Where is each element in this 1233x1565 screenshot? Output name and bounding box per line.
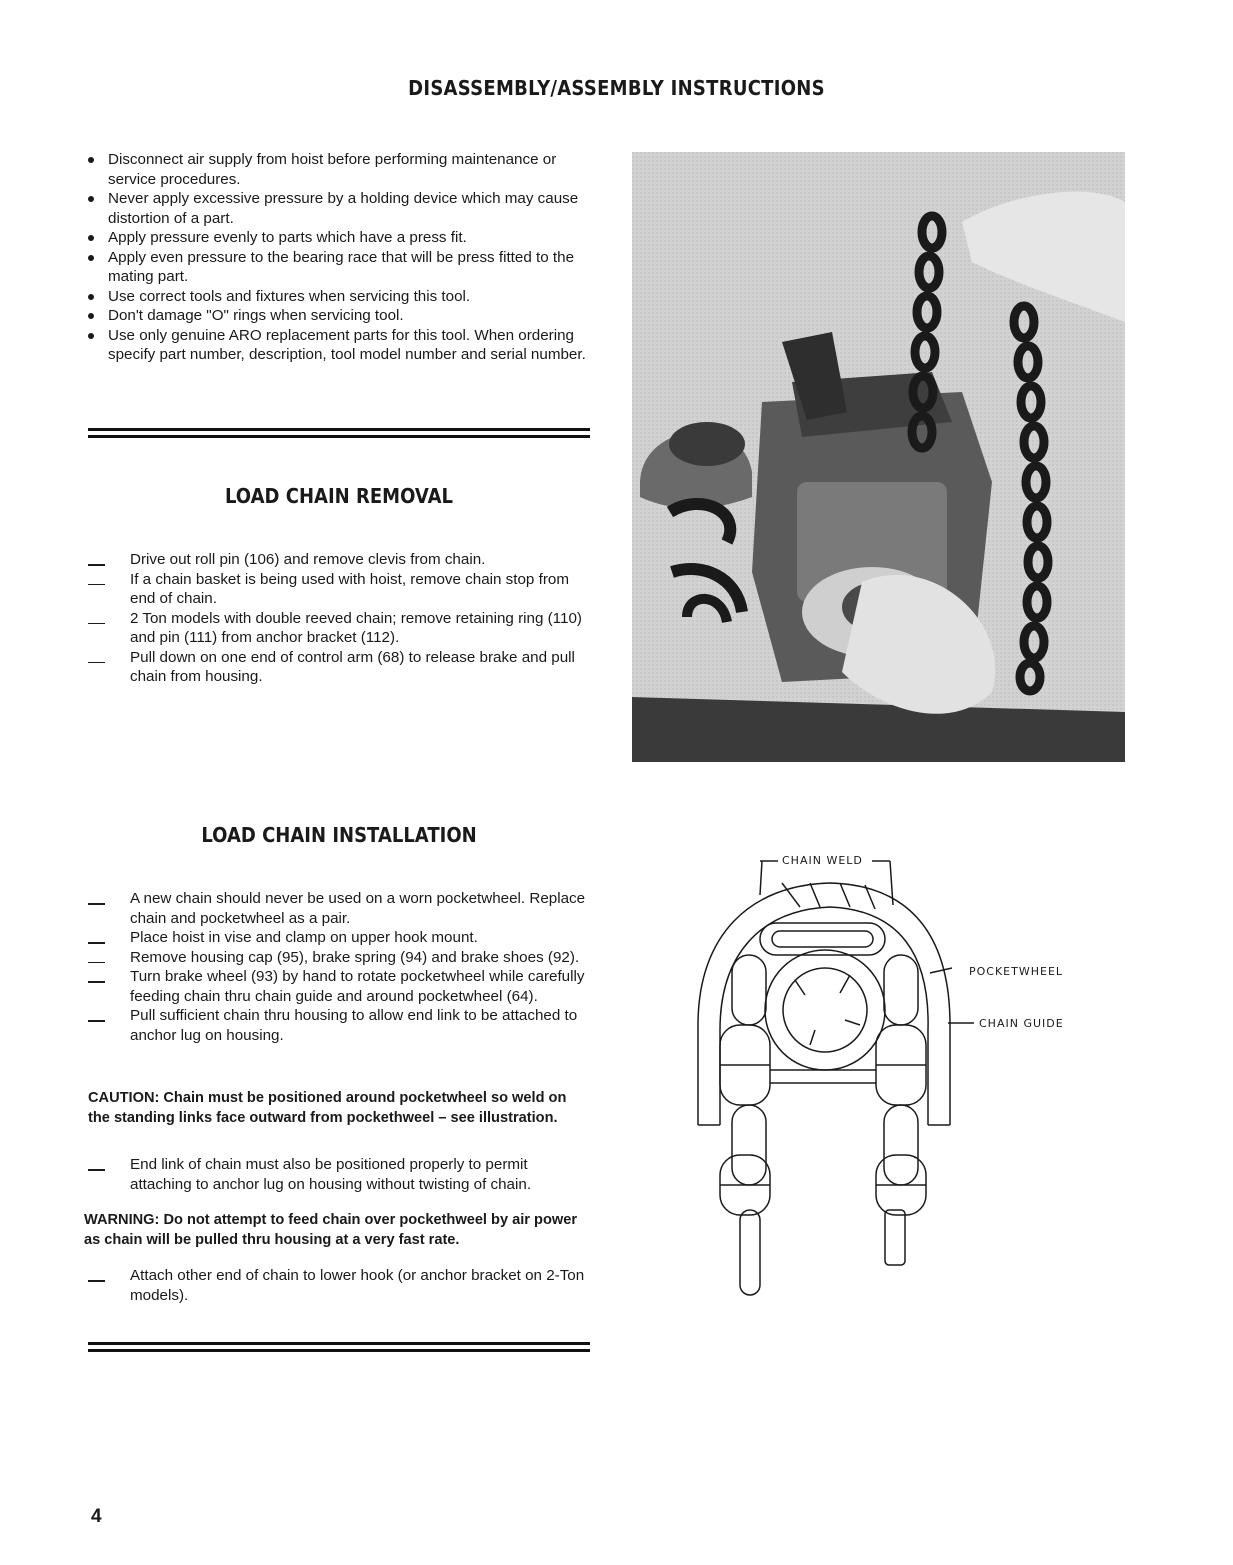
- instruction-item: Never apply excessive pressure by a holding device which may cause distortion of a part.: [88, 189, 590, 228]
- installation-step: Turn brake wheel (93) by hand to rotate pocketwheel while carefully feeding chain thru chain guide and around pocketwheel (64).: [88, 967, 590, 1006]
- removal-step: 2 Ton models with double reeved chain; remove retaining ring (110) and pin (111) from anchor bracket (112).: [88, 609, 590, 648]
- installation-step: End link of chain must also be positioned properly to permit attaching to anchor lug on housing without twisting of chain.: [88, 1155, 590, 1194]
- removal-step: Drive out roll pin (106) and remove clevis from chain.: [88, 550, 590, 570]
- removal-step: If a chain basket is being used with hoist, remove chain stop from end of chain.: [88, 570, 590, 609]
- installation-steps-3: [88, 1266, 590, 1305]
- installation-step: Pull sufficient chain thru housing to allow end link to be attached to anchor lug on housing.: [88, 1006, 590, 1045]
- instruction-item: Use correct tools and fixtures when servicing this tool.: [88, 287, 590, 307]
- removal-step: Pull down on one end of control arm (68) to release brake and pull chain from housing.: [88, 648, 590, 687]
- chain-pocketwheel-diagram: [690, 855, 1090, 1305]
- section-divider: [88, 428, 590, 438]
- section-divider: [88, 1342, 590, 1352]
- installation-steps: [88, 889, 590, 1045]
- pocketwheel-label: POCKETWHEEL: [969, 965, 1064, 978]
- page-number: 4: [91, 1506, 102, 1527]
- chain-guide-label: CHAIN GUIDE: [979, 1017, 1064, 1030]
- instruction-item: Disconnect air supply from hoist before performing maintenance or service procedures.: [88, 150, 590, 189]
- installation-step: Remove housing cap (95), brake spring (94) and brake shoes (92).: [88, 948, 590, 968]
- page-title: DISASSEMBLY/ASSEMBLY INSTRUCTIONS: [408, 76, 825, 100]
- instruction-item: Use only genuine ARO replacement parts for this tool. When ordering specify part number, description, tool model number and serial number.: [88, 326, 590, 365]
- installation-step: Place hoist in vise and clamp on upper hook mount.: [88, 928, 590, 948]
- warning-note: WARNING: Do not attempt to feed chain over pockethweel by air power as chain will be pulled thru housing at a very fast rate.: [84, 1212, 578, 1248]
- installation-steps-2: [88, 1155, 590, 1194]
- caution-note: CAUTION: Chain must be positioned around pocketwheel so weld on the standing links face outward from pockethweel – see illustration.: [88, 1090, 567, 1126]
- instruction-item: Apply pressure evenly to parts which have a press fit.: [88, 228, 590, 248]
- removal-heading: LOAD CHAIN REMOVAL: [224, 484, 454, 508]
- installation-heading: LOAD CHAIN INSTALLATION: [201, 823, 477, 847]
- installation-step: Attach other end of chain to lower hook (or anchor bracket on 2-Ton models).: [88, 1266, 590, 1305]
- hoist-chain-photo: [632, 152, 1125, 762]
- installation-step: A new chain should never be used on a worn pocketwheel. Replace chain and pocketwheel as a pair.: [88, 889, 590, 928]
- instruction-item: Apply even pressure to the bearing race that will be press fitted to the mating part.: [88, 248, 590, 287]
- general-instructions-list: [88, 150, 590, 365]
- instruction-item: Don't damage "O" rings when servicing tool.: [88, 306, 590, 326]
- removal-steps: [88, 550, 590, 687]
- chain-weld-label: CHAIN WELD: [782, 854, 863, 867]
